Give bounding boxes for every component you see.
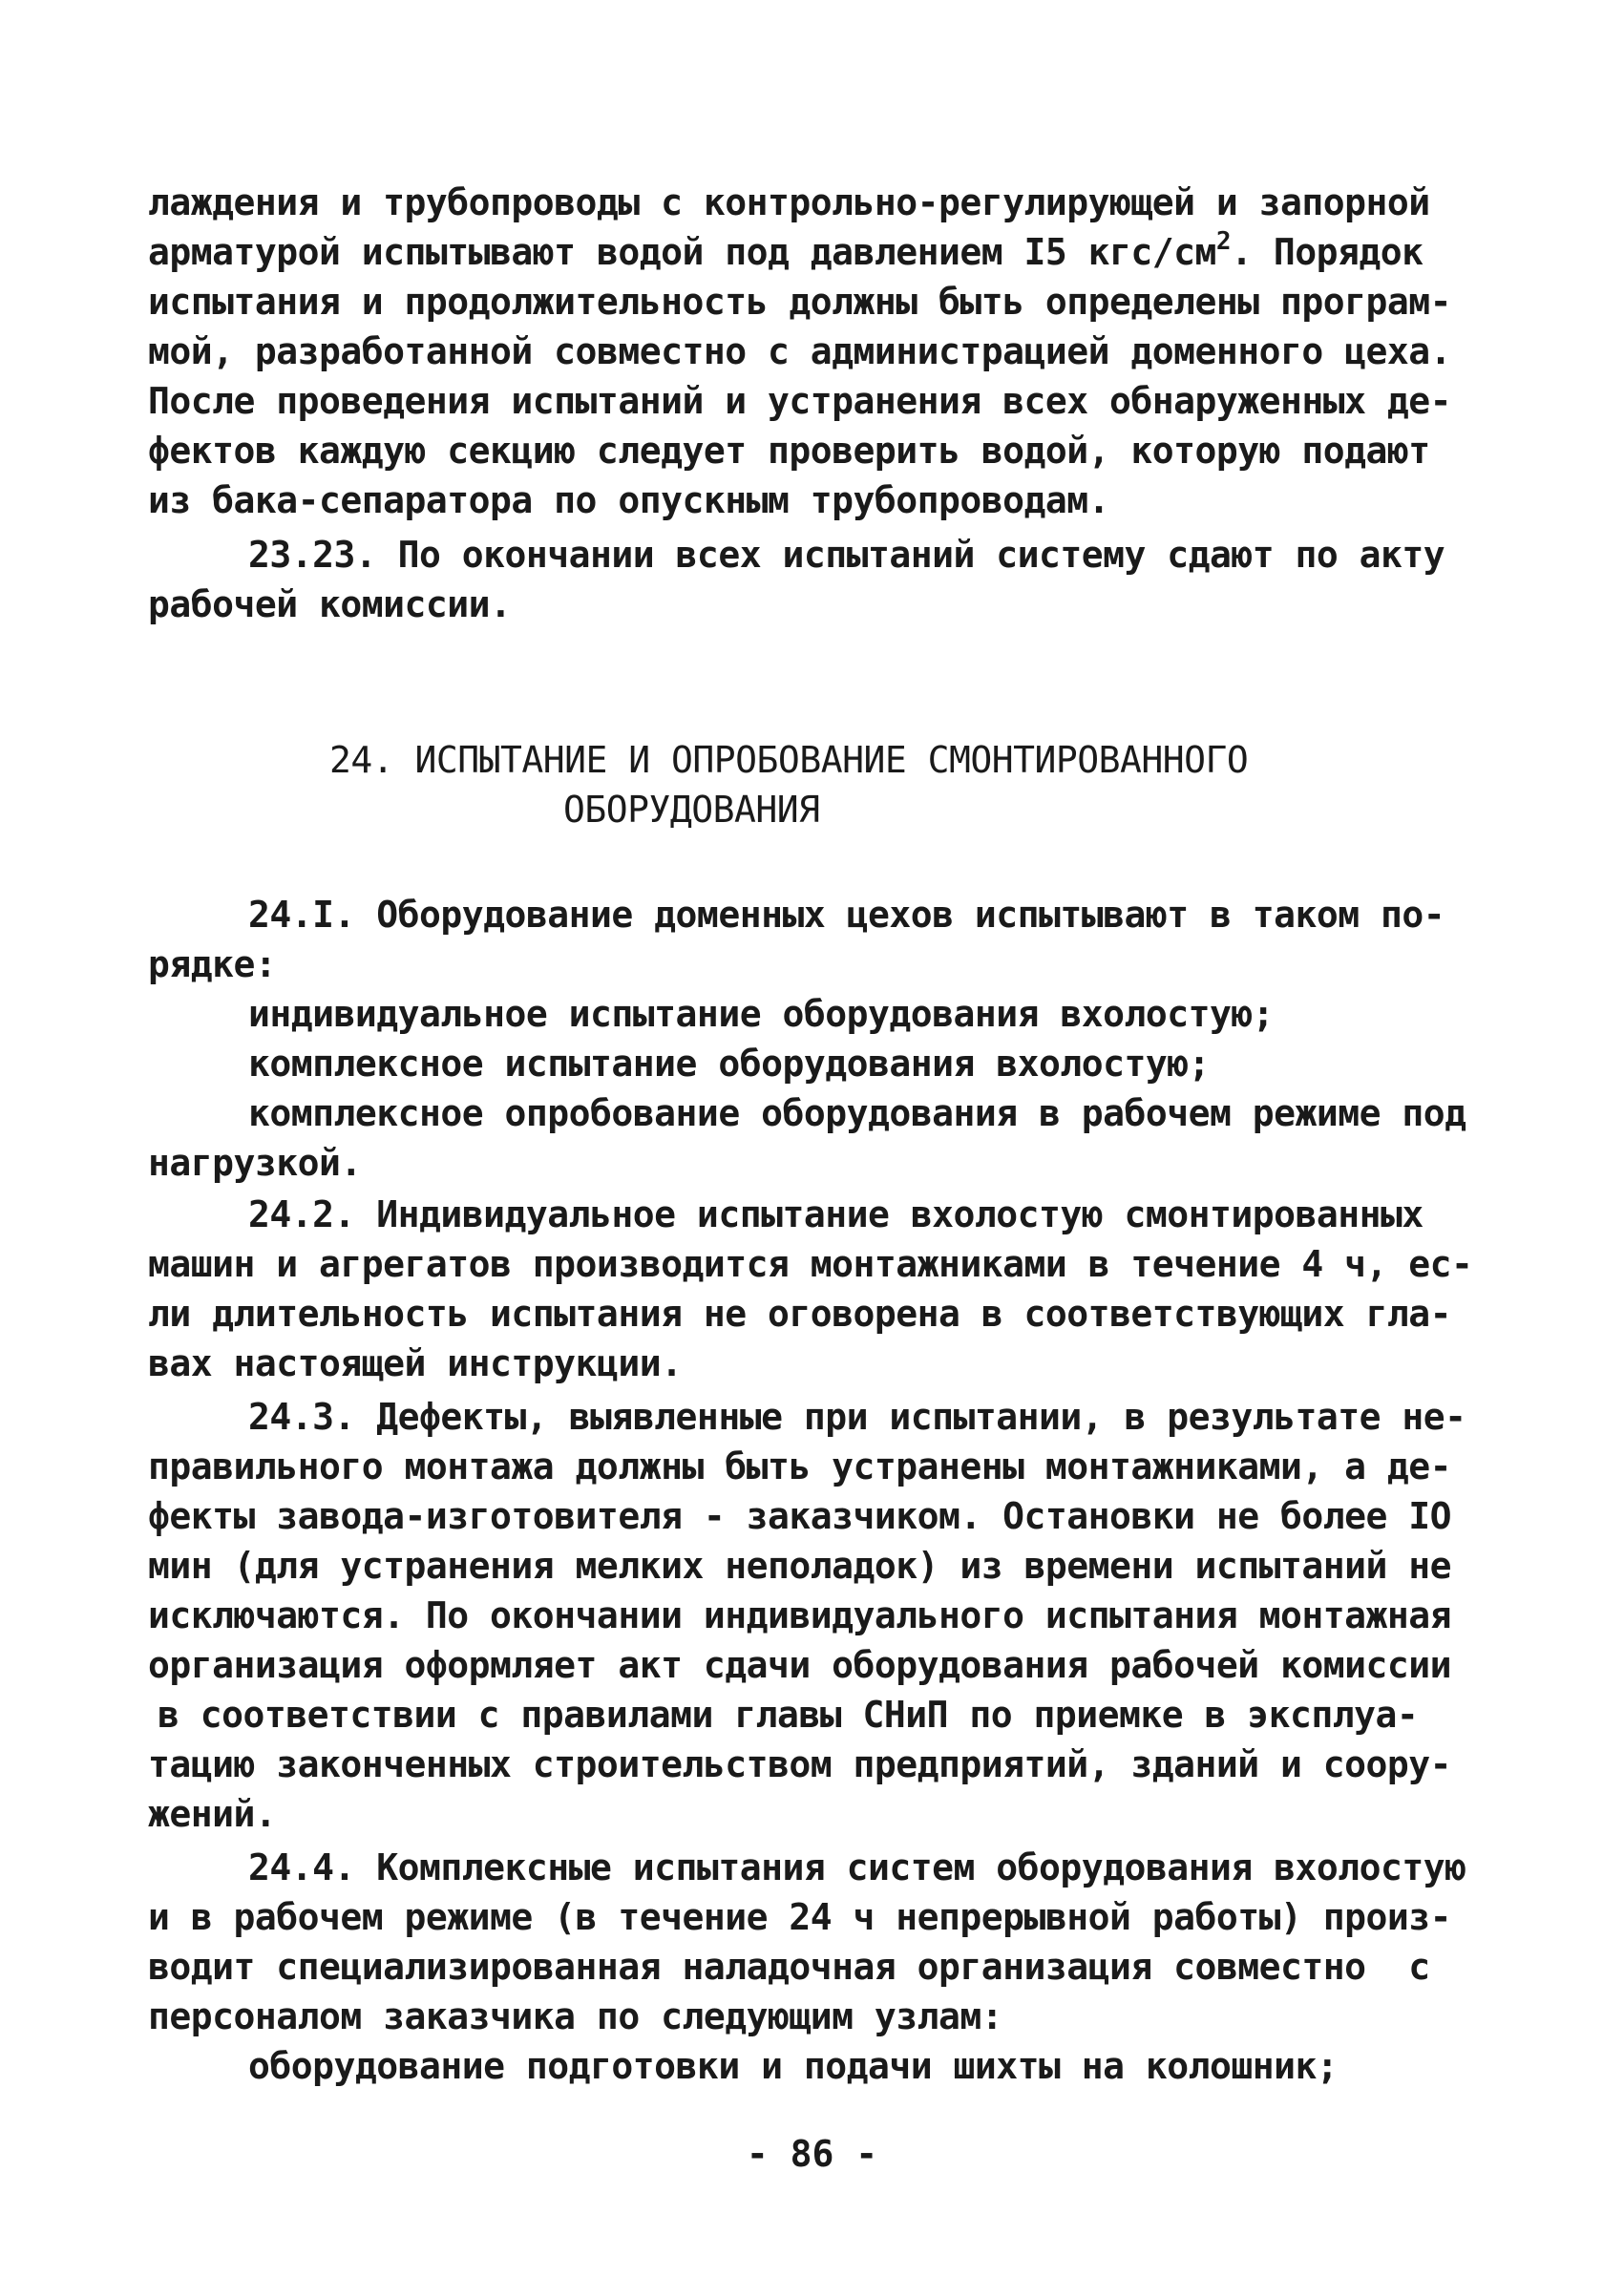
list-item: комплексное опробование оборудования в рабочем режиме под — [248, 1092, 1466, 1134]
list-item: индивидуальное испытание оборудования вхолостую; — [248, 993, 1275, 1035]
clause-24-3-line: исключаются. По окончании индивидуального испытания монтажная — [148, 1594, 1452, 1636]
clause-24-2-line: вах настоящей инструкции. — [148, 1342, 683, 1384]
clause-24-3-line: 24.3. Дефекты, выявленные при испытании, в результате не- — [248, 1396, 1466, 1438]
clause-24-2-line: машин и агрегатов производится монтажниками в течение 4 ч, ес- — [148, 1243, 1473, 1285]
text-line: лаждения и трубопроводы с контрольно-регулирующей и запорной — [148, 181, 1430, 223]
superscript: 2 — [1215, 227, 1232, 256]
text-line: После проведения испытаний и устранения всех обнаруженных де- — [148, 380, 1452, 422]
text-line: фектов каждую секцию следует проверить водой, которую подают — [148, 430, 1430, 472]
clause-24-3-line: жений. — [148, 1793, 277, 1835]
list-item: комплексное испытание оборудования вхолостую; — [248, 1043, 1211, 1085]
section-heading-line2: ОБОРУДОВАНИЯ — [563, 789, 820, 831]
clause-24-3-line: мин (для устранения мелких неполадок) из времени испытаний не — [148, 1545, 1452, 1587]
text-line: из бака-сепаратора по опускным трубопроводам. — [148, 479, 1110, 521]
text-line: арматурой испытывают водой под давлением I5 кгс/$см^2$. Порядок — [148, 227, 1424, 273]
list-item-continuation: нагрузкой. — [148, 1142, 362, 1184]
clause-24-3-line: правильного монтажа должны быть устранены монтажниками, а де- — [148, 1445, 1452, 1487]
clause-24-4-line: 24.4. Комплексные испытания систем оборудования вхолостую — [248, 1846, 1466, 1888]
text-line: мой, разработанной совместно с администрацией доменного цеха. — [148, 330, 1452, 372]
clause-24-3-line: тацию законченных строительством предприятий, зданий и соору- — [148, 1743, 1452, 1785]
clause-24-4-line: водит специализированная наладочная организация совместно с — [148, 1946, 1430, 1988]
clause-24-1-line: 24.I. Оборудование доменных цехов испытывают в таком по- — [248, 894, 1445, 936]
clause-24-4-line: персоналом заказчика по следующим узлам: — [148, 1995, 1003, 2037]
clause-24-3-line: в соответствии с правилами главы СНиП по приемке в эксплуа- — [158, 1694, 1419, 1736]
page-number: - 86 - — [746, 2133, 878, 2175]
clause-24-1-line: рядке: — [148, 943, 277, 985]
text-line: испытания и продолжительность должны быть определены програм- — [148, 281, 1452, 323]
clause-24-2-line: 24.2. Индивидуальное испытание вхолостую смонтированных — [248, 1193, 1424, 1235]
clause-24-4-line: и в рабочем режиме (в течение 24 ч непрерывной работы) произ- — [148, 1896, 1452, 1938]
list-item: оборудование подготовки и подачи шихты на колошник; — [248, 2045, 1339, 2087]
clause-23-23-line: 23.23. По окончании всех испытаний систему сдают по акту — [248, 534, 1445, 576]
clause-24-3-line: фекты завода-изготовителя - заказчиком. Остановки не более IO — [148, 1495, 1452, 1537]
section-heading: 24. ИСПЫТАНИЕ И ОПРОБОВАНИЕ СМОНТИРОВАННОГО — [329, 739, 1249, 781]
clause-24-3-line: организация оформляет акт сдачи оборудования рабочей комиссии — [148, 1644, 1452, 1686]
clause-23-23-line: рабочей комиссии. — [148, 583, 512, 625]
clause-24-2-line: ли длительность испытания не оговорена в соответствующих гла- — [148, 1293, 1452, 1335]
